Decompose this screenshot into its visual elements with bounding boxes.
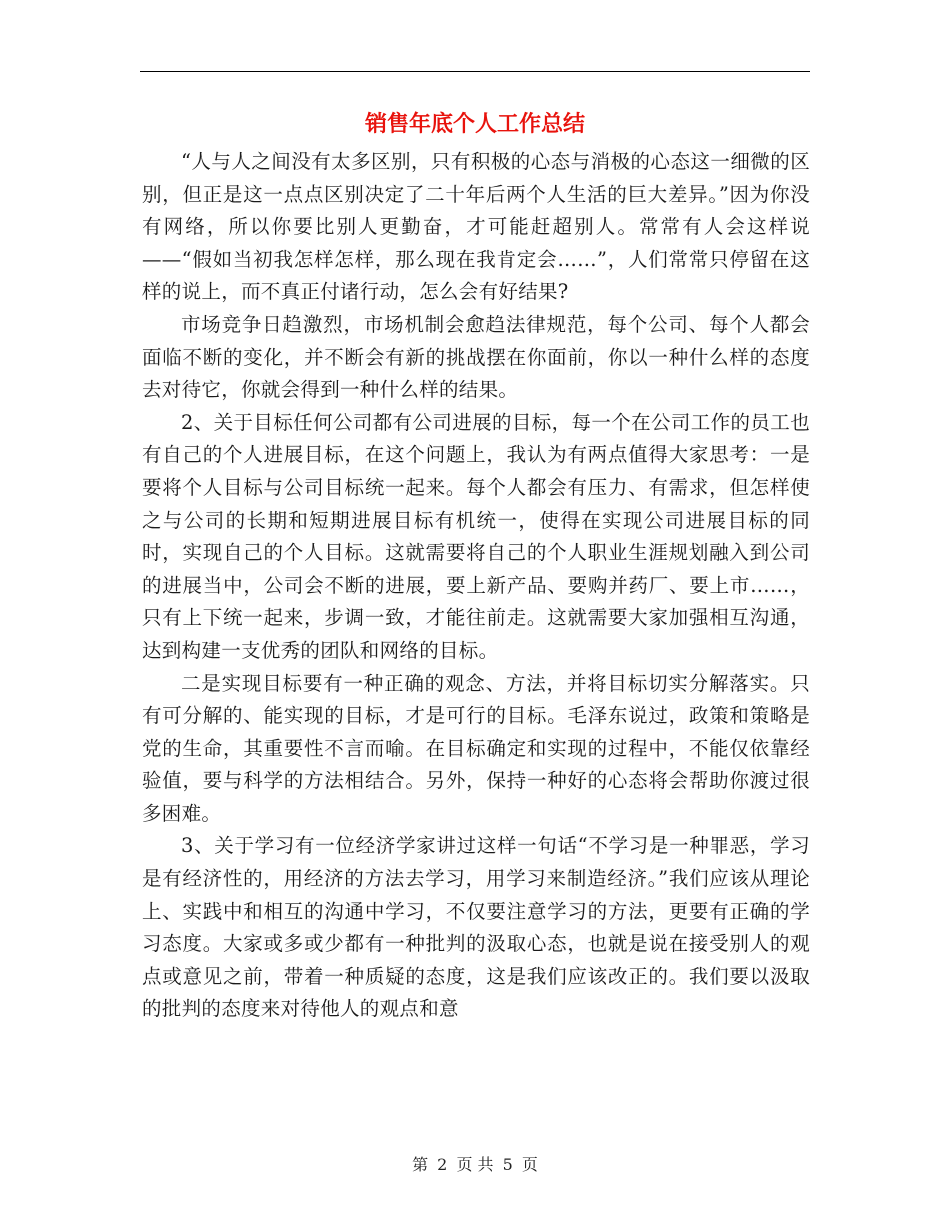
footer-suffix: 页	[521, 1155, 538, 1174]
footer-page-number: 2	[437, 1155, 448, 1174]
footer-middle: 页 共	[456, 1155, 494, 1174]
document-body	[142, 146, 810, 1026]
header-rule	[140, 71, 810, 72]
paragraph-1: “人与人之间没有太多区别，只有积极的心态与消极的心态这一细微的区别，但正是这一点点区别决定了二十年后两个人生活的巨大差异。”因为你没有网络，所以你要比别人更勤奋，才可能赶超别人。常常有人会这样说——“假如当初我怎样怎样，那么现在我肯定会……”，人们常常只停留在这样的说上，而不真正付诸行动，怎么会有好结果?	[142, 150, 810, 304]
paragraph-4: 二是实现目标要有一种正确的观念、方法，并将目标切实分解落实。只有可分解的、能实现的目标，才是可行的目标。毛泽东说过，政策和策略是党的生命，其重要性不言而喻。在目标确定和实现的过程中，不能仅依靠经验值，要与科学的方法相结合。另外，保持一种好的心态将会帮助你渡过很多困难。	[142, 671, 810, 825]
footer-prefix: 第	[412, 1155, 429, 1174]
footer-total-pages: 5	[502, 1155, 513, 1174]
paragraph-5: 3、关于学习有一位经济学家讲过这样一句话“不学习是一种罪恶，学习是有经济性的，用经济的方法去学习，用学习来制造经济。”我们应该从理论上、实践中和相互的沟通中学习，不仅要注意学习的方法，更要有正确的学习态度。大家或多或少都有一种批判的汲取心态，也就是说在接受别人的观点或意见之前，带着一种质疑的态度，这是我们应该改正的。我们要以汲取的批判的态度来对待他人的观点和意	[142, 834, 810, 1021]
page-footer	[0, 1154, 950, 1176]
paragraph-2: 市场竞争日趋激烈，市场机制会愈趋法律规范，每个公司、每个人都会面临不断的变化，并不断会有新的挑战摆在你面前，你以一种什么样的态度去对待它，你就会得到一种什么样的结果。	[142, 312, 810, 402]
document-title: 销售年底个人工作总结	[364, 112, 585, 137]
paragraph-3: 2、关于目标任何公司都有公司进展的目标，每一个在公司工作的员工也有自己的个人进展目标，在这个问题上，我认为有两点值得大家思考：一是要将个人目标与公司目标统一起来。每个人都会有压力、有需求，但怎样使之与公司的长期和短期进展目标有机统一，使得在实现公司进展目标的同时，实现自己的个人目标。这就需要将自己的个人职业生涯规划融入到公司的进展当中，公司会不断的进展，要上新产品、要购并药厂、要上市……，只有上下统一起来，步调一致，才能往前走。这就需要大家加强相互沟通，达到构建一支优秀的团队和网络的目标。	[142, 410, 810, 662]
